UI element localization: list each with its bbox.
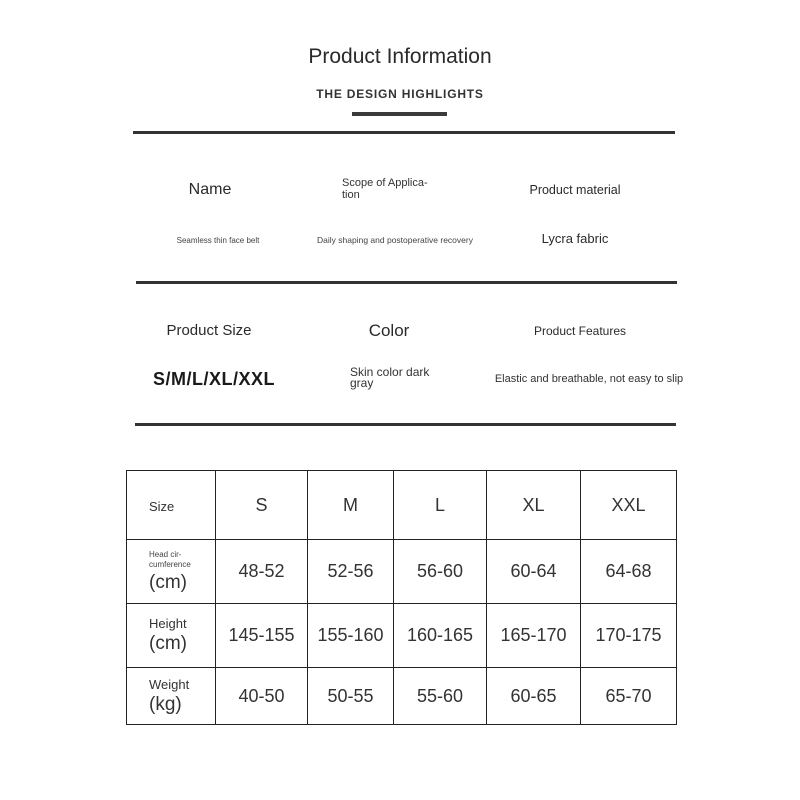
table-cell: 55-60	[394, 668, 487, 725]
table-cell: 170-175	[581, 604, 677, 668]
row-label-head	[127, 540, 216, 604]
scope-label-line2: tion	[342, 189, 360, 201]
features-label: Product Features	[533, 324, 627, 338]
row-label-small-2: cumference	[149, 559, 191, 569]
table-cell: 155-160	[308, 604, 394, 668]
table-row	[127, 668, 677, 725]
table-cell: 40-50	[216, 668, 308, 725]
table-row	[127, 604, 677, 668]
table-cell: 48-52	[216, 540, 308, 604]
table-cell: 50-55	[308, 668, 394, 725]
scope-label-line1: Scope of Applica-	[342, 177, 428, 189]
column-header: XXL	[581, 471, 677, 540]
table-cell: 64-68	[581, 540, 677, 604]
row-label: Weight	[149, 676, 190, 692]
size-header-cell	[127, 471, 216, 540]
table-cell: 60-64	[487, 540, 581, 604]
column-header: M	[308, 471, 394, 540]
size-value: S/M/L/XL/XXL	[152, 369, 275, 389]
table-row	[127, 540, 677, 604]
row-label-weight	[127, 668, 216, 725]
row-unit: (cm)	[149, 633, 187, 654]
divider-middle	[136, 281, 677, 284]
color-value-line2: gray	[350, 376, 374, 390]
row-label-small-1: Head cir-	[149, 549, 182, 559]
scope-label	[342, 177, 428, 201]
color-label: Color	[368, 321, 410, 340]
page-subtitle: THE DESIGN HIGHLIGHTS	[316, 87, 484, 101]
material-label: Product material	[529, 183, 621, 197]
row-unit: (cm)	[149, 571, 187, 593]
column-header: S	[216, 471, 308, 540]
table-cell: 160-165	[394, 604, 487, 668]
table-cell: 65-70	[581, 668, 677, 725]
subtitle-underline	[352, 112, 447, 116]
scope-value: Daily shaping and postoperative recovery	[317, 235, 473, 245]
size-label: Product Size	[166, 322, 252, 339]
divider-bottom	[135, 423, 676, 426]
column-header: L	[394, 471, 487, 540]
row-label-height	[127, 604, 216, 668]
features-value: Elastic and breathable, not easy to slip	[494, 373, 684, 385]
color-value-line1: Skin color dark	[350, 365, 430, 379]
material-value: Lycra fabric	[541, 231, 609, 246]
page-title: Product Information	[308, 45, 492, 68]
row-unit: (kg)	[149, 693, 182, 715]
size-header-label: Size	[149, 498, 175, 514]
name-label: Name	[188, 181, 232, 198]
table-cell: 145-155	[216, 604, 308, 668]
table-cell: 56-60	[394, 540, 487, 604]
table-cell: 60-65	[487, 668, 581, 725]
divider-top	[133, 131, 675, 134]
size-chart-table	[126, 470, 677, 725]
color-value	[350, 365, 430, 390]
table-header-row	[127, 471, 677, 540]
table-cell: 52-56	[308, 540, 394, 604]
row-label: Height	[149, 616, 187, 631]
column-header: XL	[487, 471, 581, 540]
table-cell: 165-170	[487, 604, 581, 668]
name-value: Seamless thin face belt	[176, 236, 260, 245]
